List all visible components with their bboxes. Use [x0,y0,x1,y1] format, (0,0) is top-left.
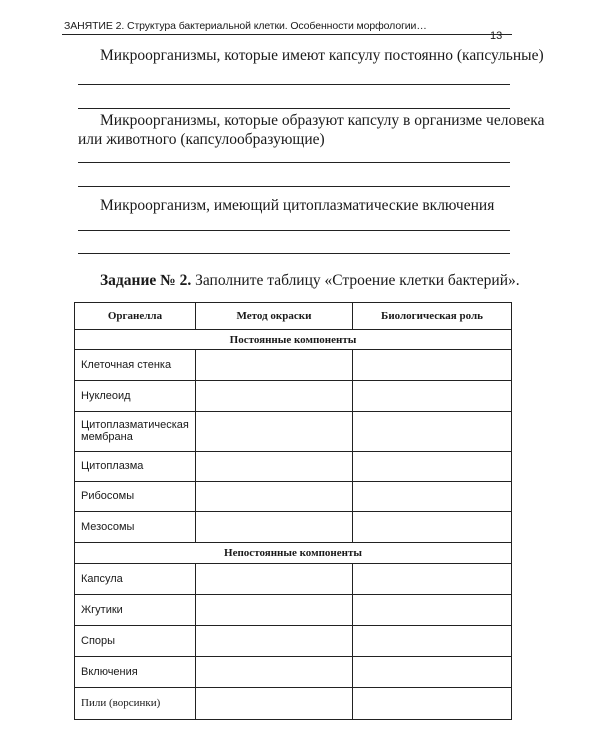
prompt-capsular [78,46,544,65]
bio-role-cell[interactable] [353,512,512,543]
answer-line[interactable] [78,162,510,163]
stain-method-cell[interactable] [196,350,353,381]
table-row [75,451,512,481]
bio-role-cell[interactable] [353,656,512,687]
organelle-name: Споры [75,625,196,656]
answer-line[interactable] [78,230,510,231]
stain-method-cell[interactable] [196,512,353,543]
stain-method-cell[interactable] [196,625,353,656]
prompt-inclusions [78,196,494,215]
bio-role-cell[interactable] [353,451,512,481]
column-header-organelle: Органелла [75,303,196,330]
organelle-name: Рибосомы [75,481,196,512]
table-row [75,481,512,512]
answer-line[interactable] [78,253,510,254]
stain-method-cell[interactable] [196,381,353,412]
table-row [75,564,512,595]
prompt-line: или животного (капсулообразующие) [78,131,325,148]
stain-method-cell[interactable] [196,451,353,481]
table-row [75,350,512,381]
table-row [75,595,512,626]
bio-role-cell[interactable] [353,564,512,595]
stain-method-cell[interactable] [196,687,353,719]
section-row [75,543,512,564]
table-header-row [75,303,512,330]
bacteria-structure-table [74,302,512,720]
prompt-line: Микроорганизм, имеющий цитоплазматические включения [100,197,495,214]
bio-role-cell[interactable] [353,481,512,512]
table-row [75,687,512,719]
section-row [75,329,512,350]
table-row [75,512,512,543]
bio-role-cell[interactable] [353,350,512,381]
column-header-stain-method: Метод окраски [196,303,353,330]
bio-role-cell[interactable] [353,687,512,719]
stain-method-cell[interactable] [196,481,353,512]
organelle-name: Цитоплазматическая мембрана [75,412,196,451]
task-label: Задание № 2. [100,272,192,289]
stain-method-cell[interactable] [196,595,353,626]
task-heading [100,272,520,290]
task-text: Заполните таблицу «Строение клетки бактерий». [195,272,520,289]
organelle-name: Пили (ворсинки) [75,687,196,719]
section-nonpermanent: Непостоянные компоненты [75,543,512,564]
organelle-name: Жгутики [75,595,196,626]
table-row [75,656,512,687]
prompt-line: Микроорганизмы, которые имеют капсулу постоянно (капсульные) [100,47,544,64]
bio-role-cell[interactable] [353,412,512,451]
organelle-name: Включения [75,656,196,687]
header-rule [62,34,512,35]
answer-line[interactable] [78,84,510,85]
answer-line[interactable] [78,108,510,109]
bio-role-cell[interactable] [353,625,512,656]
organelle-name: Мезосомы [75,512,196,543]
column-header-bio-role: Биологическая роль [353,303,512,330]
stain-method-cell[interactable] [196,412,353,451]
organelle-name: Клеточная стенка [75,350,196,381]
stain-method-cell[interactable] [196,564,353,595]
answer-line[interactable] [78,186,510,187]
organelle-name: Цитоплазма [75,451,196,481]
page-number: 13 [490,30,503,42]
prompt-capsule-forming [78,111,544,149]
running-header: ЗАНЯТИЕ 2. Структура бактериальной клетки. Особенности морфологии… [64,20,427,32]
table-row [75,412,512,451]
bio-role-cell[interactable] [353,381,512,412]
organelle-name: Капсула [75,564,196,595]
prompt-line: Микроорганизмы, которые образуют капсулу в организме человека [100,112,545,129]
section-permanent: Постоянные компоненты [75,329,512,350]
table-row [75,381,512,412]
organelle-name: Нуклеоид [75,381,196,412]
stain-method-cell[interactable] [196,656,353,687]
bio-role-cell[interactable] [353,595,512,626]
table-row [75,625,512,656]
